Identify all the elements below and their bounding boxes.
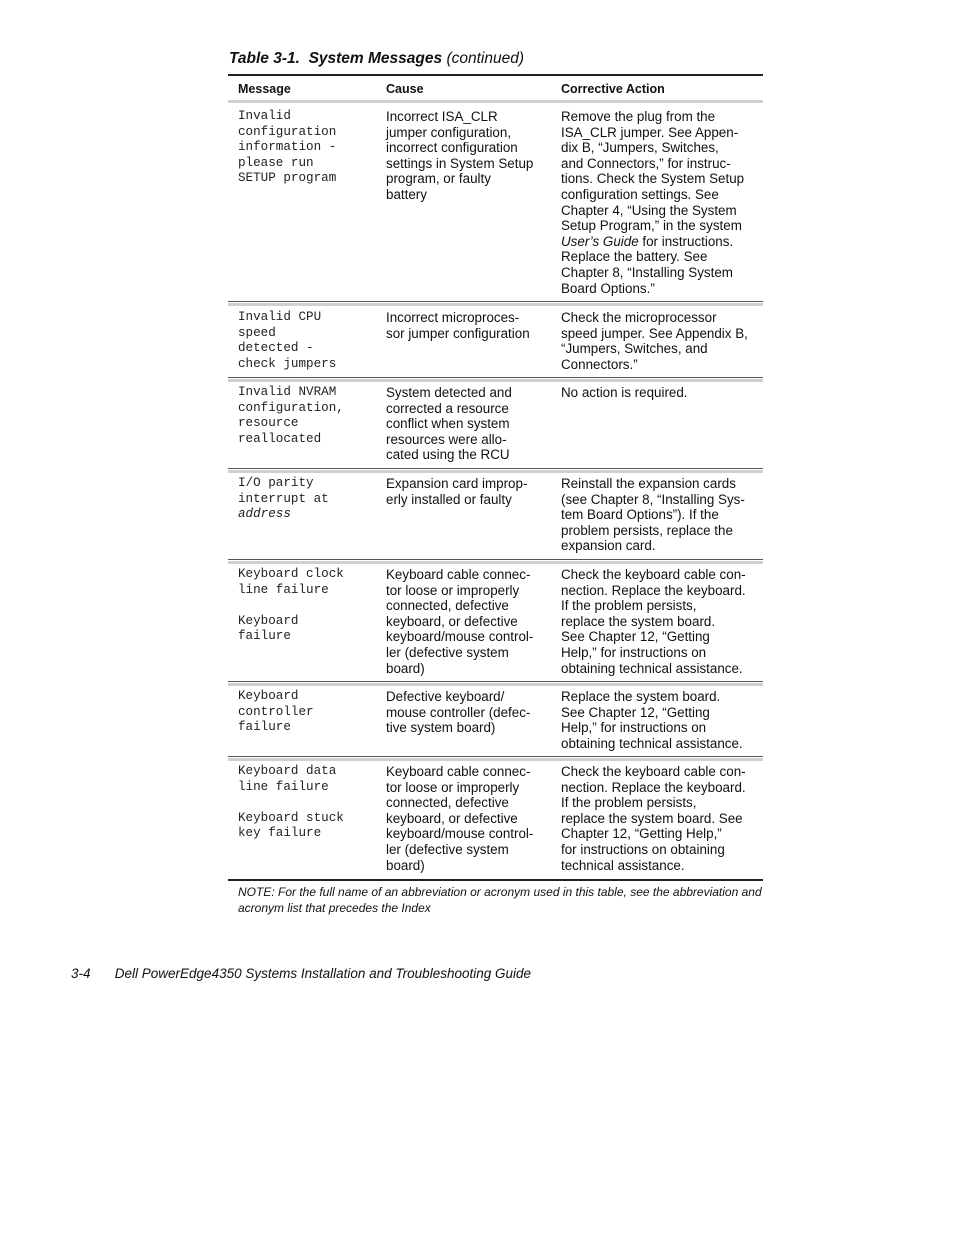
table-caption (229, 50, 769, 68)
cause-line: keyboard/mouse control- (386, 629, 534, 645)
action-line: Board Options.” (561, 280, 655, 296)
table-top-rule (228, 74, 763, 76)
action-line: tions. Check the System Setup (561, 171, 745, 187)
action-line: Remove the plug from the (561, 109, 716, 124)
row-divider (228, 756, 763, 757)
action-line: for instructions on obtaining (561, 841, 725, 857)
cause-line: board) (386, 857, 425, 873)
action-line: Chapter 4, “Using the System (561, 202, 737, 218)
action-line: Check the keyboard cable con- (561, 764, 746, 779)
action-line: Reinstall the expansion cards (561, 476, 736, 491)
cause-line: erly installed or faulty (386, 491, 512, 507)
action-line: ISA_CLR jumper. See Appen- (561, 124, 739, 140)
action-line: obtaining technical assistance. (561, 660, 743, 676)
message-cell (238, 385, 383, 447)
cause-line: Defective keyboard/ (386, 689, 505, 704)
cause-line: ler (defective system (386, 841, 509, 857)
cause-cell (386, 476, 552, 507)
message-line: Keyboard clock (238, 567, 344, 581)
action-cell (561, 476, 761, 554)
note-line: acronym list that precedes the Index (238, 900, 431, 915)
cause-line: Keyboard cable connec- (386, 567, 531, 582)
cause-line: program, or faulty (386, 171, 491, 187)
action-line: replace the system board. See (561, 810, 743, 826)
row-divider-shade (228, 470, 763, 473)
action-line: Replace the battery. See (561, 249, 708, 265)
table-caption-label: Table 3-1. (229, 50, 300, 67)
action-cell (561, 764, 761, 873)
action-line (561, 234, 761, 250)
cause-line: Incorrect ISA_CLR (386, 109, 498, 124)
cause-line: conflict when system (386, 416, 510, 432)
cause-line: board) (386, 660, 425, 676)
cause-line: ler (defective system (386, 644, 509, 660)
action-line: obtaining technical assistance. (561, 735, 743, 751)
cause-line: battery (386, 186, 427, 202)
page-number: 3-4 (71, 966, 91, 981)
message-line: information - (238, 140, 337, 155)
row-divider-shade (228, 683, 763, 686)
action-line: Check the keyboard cable con- (561, 567, 746, 582)
column-header-action: Corrective Action (561, 82, 665, 96)
action-line: technical assistance. (561, 857, 685, 873)
action-line: dix B, “Jumpers, Switches, (561, 140, 719, 156)
table-caption-continued: (continued) (446, 50, 524, 67)
message-line: Keyboard (238, 689, 299, 703)
action-cell (561, 385, 761, 401)
action-line: nection. Replace the keyboard. (561, 582, 746, 598)
action-line: Check the microprocessor (561, 310, 717, 325)
message-line: please run (238, 155, 314, 170)
cause-line: incorrect configuration (386, 140, 518, 156)
action-line: Setup Program,” in the system (561, 218, 742, 234)
message-cell (238, 109, 383, 187)
action-line: nection. Replace the keyboard. (561, 779, 746, 795)
cause-line: tor loose or improperly (386, 779, 520, 795)
message-line: Invalid NVRAM (238, 385, 337, 399)
book-title: Dell PowerEdge4350 Systems Installation and Troubleshooting Guide (114, 966, 532, 981)
action-line: See Chapter 12, “Getting (561, 704, 710, 720)
row-divider (228, 377, 763, 378)
action-line: and Connectors,” for instruc- (561, 155, 731, 171)
cause-line: connected, defective (386, 795, 509, 811)
message-line: line failure (238, 779, 329, 794)
cause-cell (386, 310, 552, 341)
action-line: Replace the system board. (561, 689, 721, 704)
message-line: configuration (238, 124, 337, 139)
action-line: tem Board Options”). If the (561, 507, 719, 523)
cause-cell (386, 689, 552, 736)
cause-line: keyboard, or defective (386, 810, 518, 826)
message-line: reallocated (238, 431, 322, 446)
message-line: interrupt at (238, 491, 329, 506)
message-line: check jumpers (238, 356, 337, 371)
message-line: I/O parity (238, 476, 314, 490)
cause-line: keyboard, or defective (386, 613, 518, 629)
action-line: “Jumpers, Switches, and (561, 341, 708, 357)
cause-line: tor loose or improperly (386, 582, 520, 598)
action-cell (561, 109, 761, 296)
message-cell (238, 310, 383, 372)
cause-line: jumper configuration, (386, 124, 512, 140)
action-line: configuration settings. See (561, 186, 719, 202)
cause-line: sor jumper configuration (386, 325, 530, 341)
header-rule (228, 100, 763, 103)
table-caption-title: System Messages (308, 50, 443, 67)
message-line: speed (238, 325, 276, 340)
cause-line: corrected a resource (386, 400, 509, 416)
action-cell (561, 567, 761, 676)
cause-line: settings in System Setup (386, 155, 534, 171)
action-line: Chapter 12, “Getting Help,” (561, 826, 722, 842)
cause-line: tive system board) (386, 720, 496, 736)
cause-cell (386, 764, 552, 873)
action-line: Help,” for instructions on (561, 644, 707, 660)
action-line: See Chapter 12, “Getting (561, 629, 710, 645)
action-line: problem persists, replace the (561, 522, 733, 538)
note-line: NOTE: For the full name of an abbreviation or acronym used in this table, see the abbreviation and (238, 885, 762, 899)
action-line: No action is required. (561, 385, 688, 400)
users-guide-title: User’s Guide (561, 233, 639, 249)
column-header-cause: Cause (386, 82, 424, 96)
row-divider-shade (228, 561, 763, 564)
message-cell (238, 764, 383, 842)
cause-line: Incorrect microproces- (386, 310, 520, 325)
action-line: replace the system board. (561, 613, 716, 629)
cause-line: resources were allo- (386, 431, 507, 447)
message-line: failure (238, 720, 291, 735)
table-bottom-rule (228, 879, 763, 881)
table-note (238, 885, 798, 916)
message-line: controller (238, 704, 314, 719)
message-cell (238, 476, 383, 523)
message-line: detected - (238, 341, 314, 356)
cause-cell (386, 567, 552, 676)
cause-line: connected, defective (386, 598, 509, 614)
action-line: speed jumper. See Appendix B, (561, 325, 748, 341)
cause-line: mouse controller (defec- (386, 704, 531, 720)
page-footer (71, 966, 631, 981)
message-line: key failure (238, 826, 322, 841)
message-line: Keyboard (238, 613, 299, 628)
action-line: Connectors.” (561, 356, 638, 372)
message-line: SETUP program (238, 171, 337, 186)
action-cell (561, 689, 761, 751)
row-divider-shade (228, 758, 763, 761)
message-line: resource (238, 416, 299, 431)
row-divider-shade (228, 379, 763, 382)
row-divider-shade (228, 303, 763, 306)
action-line: Help,” for instructions on (561, 720, 707, 736)
message-line: Keyboard stuck (238, 810, 344, 825)
message-line: Keyboard data (238, 764, 337, 778)
cause-line: System detected and (386, 385, 512, 400)
action-cell (561, 310, 761, 372)
cause-line: cated using the RCU (386, 447, 510, 463)
message-line: failure (238, 629, 291, 644)
message-line-address: address (238, 507, 291, 522)
row-divider (228, 468, 763, 469)
action-line: Chapter 8, “Installing System (561, 264, 733, 280)
cause-cell (386, 109, 552, 203)
cause-line: keyboard/mouse control- (386, 826, 534, 842)
column-header-message: Message (238, 82, 291, 96)
message-line: Invalid CPU (238, 310, 322, 324)
row-divider (228, 301, 763, 302)
row-divider (228, 681, 763, 682)
cause-line: Keyboard cable connec- (386, 764, 531, 779)
message-cell (238, 567, 383, 645)
action-line: (see Chapter 8, “Installing Sys- (561, 491, 745, 507)
message-line: Invalid (238, 109, 291, 123)
cause-cell (386, 385, 552, 463)
action-line: expansion card. (561, 538, 656, 554)
message-line: line failure (238, 582, 329, 597)
message-cell (238, 689, 383, 736)
action-line-rest: for instructions. (638, 233, 734, 249)
message-line: configuration, (238, 400, 344, 415)
cause-line: Expansion card improp- (386, 476, 528, 491)
message-spacer (238, 795, 383, 811)
message-spacer (238, 598, 383, 614)
action-line: If the problem persists, (561, 598, 697, 614)
row-divider (228, 559, 763, 560)
action-line: If the problem persists, (561, 795, 697, 811)
